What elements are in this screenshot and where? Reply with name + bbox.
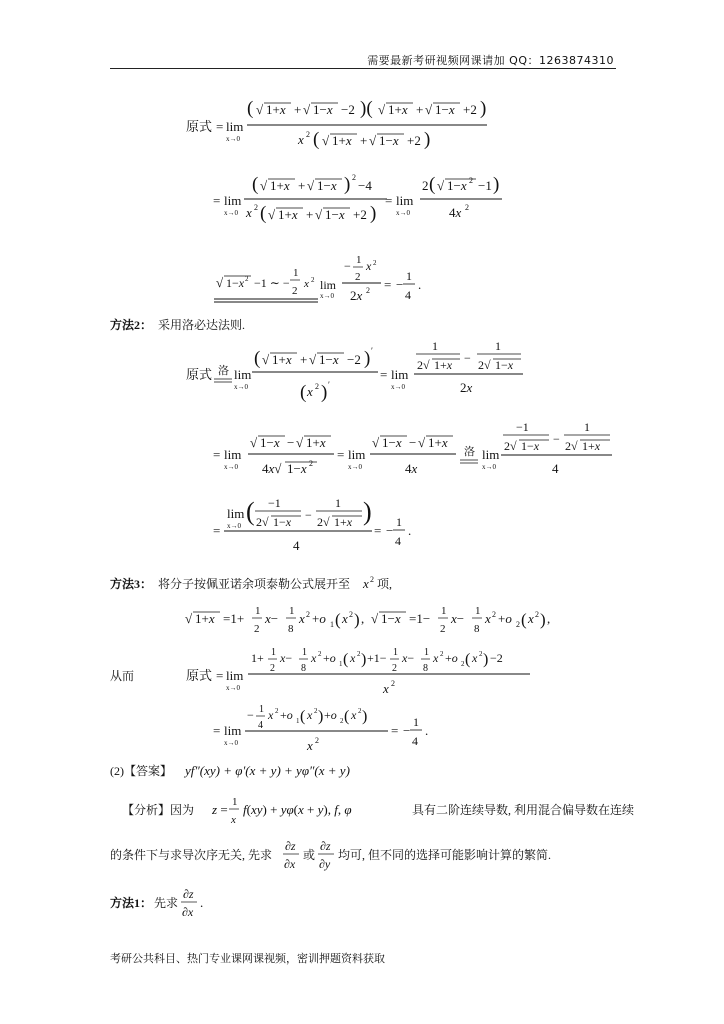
svg-text:lim: lim [224,723,242,738]
svg-text:原式: 原式 [186,668,213,683]
svg-text:2: 2 [391,679,395,688]
svg-text:f(xy) + yφ(x + y), f, φ: f(xy) + yφ(x + y), f, φ [243,802,352,817]
method2-body: 采用洛必达法则. [158,318,246,332]
svg-text:1: 1 [255,605,261,617]
svg-text:2: 2 [469,176,473,185]
svg-text:1+x: 1+x [266,102,286,117]
svg-text:√: √ [256,102,264,117]
svg-text:∂y: ∂y [319,857,331,871]
svg-text:x→0: x→0 [482,463,496,471]
svg-text:+o: +o [312,611,326,626]
svg-text:x: x [298,132,304,147]
svg-text:1−x: 1−x [521,439,540,453]
method3-tail: 项, [377,577,393,591]
congr-label: 从而 [110,669,135,683]
svg-text:2: 2 [254,203,258,212]
svg-text:√: √ [371,611,379,626]
svg-text:=: = [216,119,224,134]
footer-text: 考研公共科目、热门专业课网课视频，密训押题资料获取 [110,952,385,965]
svg-text:x−: x− [451,611,465,626]
svg-text:√: √ [418,435,426,450]
svg-text:2: 2 [245,275,249,283]
svg-text:2√: 2√ [478,358,491,372]
svg-text:1−x: 1−x [319,352,339,367]
svg-text:.: . [408,523,412,538]
svg-text:1−x: 1−x [379,133,399,148]
svg-text:=: = [213,193,221,208]
svg-text:): ) [344,174,351,195]
svg-text:2x: 2x [460,380,473,395]
svg-text:=: = [213,523,221,538]
svg-text:1: 1 [335,496,341,510]
svg-text:√: √ [378,102,386,117]
svg-text:x: x [485,611,491,626]
svg-text:x: x [299,611,305,626]
svg-text:1−x: 1−x [325,207,345,222]
svg-text:1−x: 1−x [495,358,514,372]
svg-text:2x: 2x [350,288,363,303]
svg-text:2: 2 [370,575,374,584]
svg-text:1−x: 1−x [382,435,402,450]
svg-text:1: 1 [424,647,429,658]
svg-text:(: ( [335,610,341,629]
svg-text:1+x: 1+x [195,611,215,626]
svg-text:4x: 4x [405,461,418,476]
analysis-line2-tail: 均可, 但不同的选择可能影响计算的繁简. [338,848,552,862]
svg-text:,: , [361,611,365,626]
svg-text:√: √ [303,102,311,117]
svg-text:+2: +2 [463,102,477,117]
yuanshi-label: 原式 [186,119,213,134]
svg-text:1+x: 1+x [270,178,290,193]
svg-text:2: 2 [306,610,310,619]
svg-text:√: √ [437,178,445,193]
svg-text:x→0: x→0 [320,292,334,300]
svg-text:1: 1 [330,620,334,629]
svg-text:1+x: 1+x [306,435,326,450]
svg-text:1−x: 1−x [435,102,455,117]
svg-text:1: 1 [293,267,299,279]
svg-text:=: = [337,447,345,462]
svg-text:2: 2 [392,663,397,674]
method2-heading: 方法2： [110,318,153,332]
method3-body: 将分子按佩亚诺余项泰勒公式展开至 [158,577,351,591]
svg-text:∂z: ∂z [320,839,331,853]
svg-text:x→0: x→0 [234,383,248,391]
svg-text:′: ′ [371,346,373,356]
svg-text:−: − [396,277,404,292]
svg-text:x: x [307,708,313,722]
svg-text:): ) [318,708,324,725]
svg-text:)(: )( [360,98,373,119]
svg-text:1−x: 1−x [447,178,467,193]
svg-text:1+x: 1+x [278,207,298,222]
svg-text:+: + [298,178,306,193]
svg-text:2: 2 [535,610,539,619]
svg-text:): ) [364,348,371,369]
svg-text:1: 1 [393,647,398,658]
svg-text:2: 2 [352,173,356,182]
svg-text:x→0: x→0 [224,463,238,471]
svg-text:−2: −2 [341,102,355,117]
svg-text:lim: lim [396,193,414,208]
svg-text:+: + [360,133,368,148]
svg-text:2√: 2√ [565,439,578,453]
svg-text:1+: 1+ [251,651,264,665]
svg-text:−1: −1 [478,178,492,193]
svg-text:z =: z = [212,802,228,817]
svg-text:(: ( [429,174,436,195]
svg-text:1: 1 [396,515,402,529]
svg-text:=: = [385,193,393,208]
svg-text:+2: +2 [353,207,367,222]
analysis-line1-head: 【分析】因为 [122,803,195,817]
svg-text:2: 2 [422,178,429,193]
svg-text:−: − [464,351,471,365]
svg-text:+o: +o [324,708,337,722]
svg-text:): ) [483,651,489,668]
svg-text:√: √ [307,178,315,193]
svg-text:1+x: 1+x [582,439,601,453]
svg-text:(: ( [344,708,350,725]
svg-text:,: , [547,611,551,626]
svg-text:2: 2 [270,663,275,674]
svg-text:√: √ [216,275,224,290]
svg-text:1: 1 [441,605,447,617]
svg-text:): ) [424,129,431,150]
svg-text:x: x [268,708,274,722]
svg-text:1+x: 1+x [388,102,408,117]
analysis-line2-mid: 或 [303,848,316,862]
svg-text:2: 2 [492,610,496,619]
svg-text:2: 2 [314,707,318,715]
svg-text:−1 ∼ −: −1 ∼ − [254,276,290,290]
svg-text:4x√: 4x√ [262,461,282,476]
svg-text:1: 1 [296,717,300,725]
svg-text:1: 1 [339,660,343,668]
method1-body: 先求 [154,896,179,910]
svg-text:1: 1 [432,339,438,353]
analysis-line2-head: 的条件下与求导次序无关, 先求 [110,848,273,862]
svg-text:√: √ [309,352,317,367]
svg-text:2: 2 [318,650,322,658]
svg-text:2: 2 [440,650,444,658]
method3-heading: 方法3： [110,577,153,591]
svg-text:): ) [540,610,546,629]
part2-answer: yf″(xy) + φ′(x + y) + yφ″(x + y) [185,763,350,778]
svg-text:lim: lim [224,447,242,462]
svg-text:=: = [213,447,221,462]
svg-text:∂x: ∂x [284,857,296,871]
svg-text:2: 2 [254,623,260,635]
svg-text:+: + [294,102,302,117]
svg-text:4: 4 [405,288,411,302]
svg-text:1−x: 1−x [317,178,337,193]
svg-text:2: 2 [373,259,377,267]
svg-text:1: 1 [475,605,481,617]
svg-text:1−x: 1−x [313,102,333,117]
svg-text:lim: lim [234,367,252,382]
svg-text:√: √ [268,207,276,222]
svg-text:x: x [433,651,439,665]
svg-text:x: x [307,384,313,399]
svg-text:x: x [342,611,348,626]
svg-text:lim: lim [320,278,337,292]
header-text: 需要最新考研视频网课请加 QQ：1263874310 [367,54,614,67]
svg-text:): ) [362,708,368,725]
svg-text:2: 2 [275,707,279,715]
svg-text:(: ( [247,98,254,119]
svg-text:x: x [351,708,357,722]
svg-text:+o: +o [323,651,336,665]
svg-text:x→0: x→0 [226,135,240,143]
svg-text:√: √ [369,133,377,148]
svg-text:4x: 4x [449,205,462,220]
svg-text:(: ( [300,382,307,403]
svg-text:2: 2 [516,620,520,629]
svg-text:x→0: x→0 [226,684,240,692]
svg-text:(: ( [260,203,267,224]
svg-text:(: ( [313,129,320,150]
svg-text:−: − [287,435,295,450]
svg-text:x: x [231,814,236,826]
svg-text:2: 2 [311,276,315,284]
svg-text:−1: −1 [516,420,529,434]
svg-text:x: x [383,681,389,696]
svg-text:x→0: x→0 [227,522,241,530]
svg-text:1: 1 [271,647,276,658]
svg-text:2: 2 [315,382,319,391]
svg-text:=: = [213,723,221,738]
svg-text:−1: −1 [268,496,281,510]
svg-text:=1−: =1− [409,611,431,626]
svg-text:+1−: +1− [367,651,387,665]
svg-text:∂z: ∂z [183,887,194,901]
svg-text:(: ( [465,651,471,668]
svg-text:x−: x− [265,611,279,626]
svg-text:x→0: x→0 [224,739,238,747]
svg-text:(: ( [246,497,255,526]
svg-text:√: √ [262,352,270,367]
svg-text:1: 1 [259,704,264,715]
svg-text:2: 2 [355,271,361,283]
svg-text:洛: 洛 [464,446,475,458]
svg-text:): ) [321,382,328,403]
svg-text:√: √ [296,435,304,450]
svg-text:x: x [366,259,372,273]
svg-text:4: 4 [412,734,418,748]
svg-text:8: 8 [423,663,428,674]
svg-text:2: 2 [349,610,353,619]
svg-text:x: x [307,738,313,753]
svg-text:′: ′ [328,380,330,390]
svg-text:2: 2 [366,286,370,295]
svg-text:1−x: 1−x [226,276,245,290]
svg-text:1: 1 [584,420,590,434]
svg-text:x: x [363,576,369,591]
svg-text:): ) [493,174,500,195]
part2-tag: (2)【答案】 [110,764,172,778]
svg-text:1−x: 1−x [260,435,280,450]
svg-text:.: . [418,277,422,292]
svg-text:2: 2 [440,623,446,635]
svg-text:): ) [370,203,377,224]
svg-text:√: √ [425,102,433,117]
method1-heading: 方法1： [110,896,153,910]
svg-text:x: x [311,651,317,665]
svg-text:∂x: ∂x [182,905,194,919]
svg-text:−: − [409,435,417,450]
svg-text:−: − [403,723,411,738]
svg-text:lim: lim [482,447,500,462]
svg-text:2: 2 [465,203,469,212]
svg-text:x→0: x→0 [396,209,410,217]
svg-text:2√: 2√ [317,515,330,529]
svg-text:x: x [472,651,478,665]
svg-text:=: = [380,367,388,382]
svg-text:.: . [425,723,429,738]
svg-text:2: 2 [292,285,298,297]
svg-text:1: 1 [232,796,238,808]
svg-text:1+x: 1+x [428,435,448,450]
svg-text:√: √ [322,133,330,148]
svg-text:x: x [246,205,252,220]
svg-text:1+x: 1+x [334,515,353,529]
svg-text:2√: 2√ [504,439,517,453]
svg-text:): ) [363,497,372,526]
svg-text:−: − [553,432,560,446]
svg-text:8: 8 [301,663,306,674]
svg-text:√: √ [185,611,193,626]
svg-text:∂z: ∂z [285,839,296,853]
svg-text:+: + [300,352,308,367]
svg-text:原式: 原式 [186,367,213,382]
svg-text:4: 4 [293,538,300,553]
svg-text:x→0: x→0 [348,463,362,471]
svg-text:1+x: 1+x [272,352,292,367]
svg-text:lim: lim [227,506,245,521]
svg-text:1−x: 1−x [381,611,401,626]
svg-text:x→0: x→0 [224,209,238,217]
svg-text:√: √ [250,435,258,450]
svg-text:1+x: 1+x [434,358,453,372]
analysis-line1-tail: 具有二阶连续导数, 利用混合偏导数在连续 [412,803,635,817]
svg-text:.: . [200,895,204,910]
svg-text:x→0: x→0 [391,383,405,391]
lim-1: lim [226,119,244,134]
svg-text:−: − [386,523,394,538]
svg-text:1: 1 [413,715,419,729]
svg-text:x−: x− [280,651,293,665]
svg-text:(: ( [254,348,261,369]
svg-text:x: x [350,651,356,665]
svg-text:1−x: 1−x [273,515,292,529]
svg-text:=: = [391,723,399,738]
svg-text:): ) [354,610,360,629]
svg-text:2: 2 [479,650,483,658]
svg-text:x: x [304,278,309,290]
svg-text:1+x: 1+x [332,133,352,148]
svg-text:=: = [216,668,224,683]
svg-text:4: 4 [395,534,401,548]
svg-text:(: ( [343,651,349,668]
svg-text:√: √ [260,178,268,193]
svg-text:2√: 2√ [256,515,269,529]
svg-text:+o: +o [280,708,293,722]
svg-text:(: ( [252,174,259,195]
svg-text:4: 4 [552,461,559,476]
svg-text:2: 2 [461,660,465,668]
svg-text:1: 1 [289,605,295,617]
svg-text:=: = [384,277,392,292]
svg-text:−: − [305,508,312,522]
svg-text:4: 4 [258,720,263,731]
svg-text:(: ( [521,610,527,629]
svg-text:2√: 2√ [417,358,430,372]
svg-text:1: 1 [495,339,501,353]
svg-text:): ) [361,651,367,668]
svg-text:+o: +o [498,611,512,626]
svg-text:1: 1 [356,254,362,266]
svg-text:x−: x− [402,651,415,665]
svg-text:+: + [306,207,314,222]
svg-text:lim: lim [391,367,409,382]
svg-text:x: x [528,611,534,626]
svg-text:lim: lim [348,447,366,462]
svg-text:−4: −4 [358,178,372,193]
svg-text:2: 2 [340,717,344,725]
svg-text:1: 1 [406,269,412,283]
svg-text:−: − [344,259,351,273]
svg-text:洛: 洛 [218,365,229,377]
svg-text:): ) [480,98,487,119]
svg-text:−: − [247,708,254,722]
svg-text:+: + [416,102,424,117]
svg-text:1−x: 1−x [287,461,307,476]
svg-text:2: 2 [357,650,361,658]
svg-text:lim: lim [224,193,242,208]
svg-text:−2: −2 [347,352,361,367]
svg-text:(: ( [300,708,306,725]
svg-text:=: = [374,523,382,538]
svg-text:+o: +o [445,651,458,665]
svg-text:√: √ [315,207,323,222]
svg-text:2: 2 [358,707,362,715]
svg-text:lim: lim [226,668,244,683]
svg-text:2: 2 [306,130,310,139]
svg-text:=1+: =1+ [223,611,245,626]
svg-text:1: 1 [302,647,307,658]
svg-text:+2: +2 [407,133,421,148]
svg-text:√: √ [372,435,380,450]
svg-text:−2: −2 [490,651,503,665]
svg-text:2: 2 [309,459,313,468]
svg-text:8: 8 [474,623,480,635]
svg-text:8: 8 [288,623,294,635]
svg-text:2: 2 [315,736,319,745]
